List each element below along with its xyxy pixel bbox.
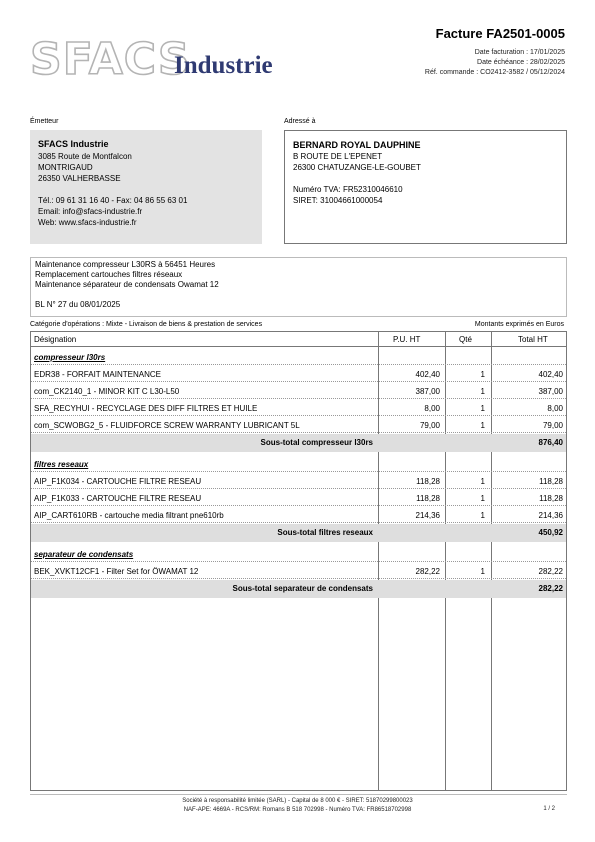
table-row xyxy=(31,417,566,433)
item-designation: AIP_CART610RB - cartouche media filtrant pne610rb xyxy=(34,511,224,520)
operation-category: Catégorie d'opérations : Mixte - Livraison de biens & prestation de services xyxy=(30,321,263,328)
delivery-note: BL N° 27 du 08/01/2025 xyxy=(35,300,121,309)
category-row xyxy=(31,546,566,562)
table-header xyxy=(31,332,566,347)
subtotal-row xyxy=(31,524,566,542)
invoice-table xyxy=(30,331,567,791)
item-unit-price: 79,00 xyxy=(419,421,440,430)
due-date: Date échéance : 28/02/2025 xyxy=(477,59,565,66)
item-quantity: 1 xyxy=(480,494,485,503)
table-row xyxy=(31,473,566,489)
subtotal-amount: 450,92 xyxy=(538,528,563,537)
category-title: separateur de condensats xyxy=(34,550,134,559)
table-row xyxy=(31,400,566,416)
item-total: 214,36 xyxy=(538,511,563,520)
subtotal-amount: 282,22 xyxy=(538,584,563,593)
item-quantity: 1 xyxy=(480,404,485,413)
category-row xyxy=(31,456,566,472)
recipient-address-2: 26300 CHATUZANGE-LE-GOUBET xyxy=(293,163,421,172)
sender-label: Émetteur xyxy=(30,118,59,125)
recipient-block xyxy=(284,130,567,244)
subtotal-label: Sous-total compresseur l30rs xyxy=(260,438,373,447)
item-unit-price: 402,40 xyxy=(415,370,440,379)
item-designation: AIP_F1K034 - CARTOUCHE FILTRE RESEAU xyxy=(34,477,202,486)
footer-divider xyxy=(30,794,567,795)
item-total: 118,28 xyxy=(539,494,563,503)
item-quantity: 1 xyxy=(480,387,485,396)
item-unit-price: 282,22 xyxy=(415,567,440,576)
currency-note: Montants exprimés en Euros xyxy=(474,321,564,328)
logo-mark: SFACS xyxy=(30,34,191,85)
invoice-date: Date facturation : 17/01/2025 xyxy=(474,49,565,56)
item-designation: com_SCWOBG2_5 - FLUIDFORCE SCREW WARRANTY LUBRICANT 5L xyxy=(34,421,300,430)
sender-address-2: MONTRIGAUD xyxy=(38,163,93,172)
sender-block xyxy=(30,130,262,244)
legal-line-1: Société à responsabilité limitée (SARL) - Capital de 8 000 € - SIRET: 51870299800023 xyxy=(182,798,413,804)
category-title: compresseur l30rs xyxy=(34,353,106,362)
sender-name: SFACS Industrie xyxy=(38,139,109,149)
item-designation: SFA_RECYHUI - RECYCLAGE DES DIFF FILTRES ET HUILE xyxy=(34,404,258,413)
item-total: 282,22 xyxy=(538,567,563,576)
subtotal-label: Sous-total filtres reseaux xyxy=(277,528,373,537)
description-line: Maintenance compresseur L30RS à 56451 Heures xyxy=(35,260,216,269)
item-unit-price: 118,28 xyxy=(416,494,440,503)
item-unit-price: 8,00 xyxy=(424,404,440,413)
recipient-tva: Numéro TVA: FR52310046610 xyxy=(293,185,403,194)
item-designation: com_CK2140_1 - MINOR KIT C L30-L50 xyxy=(34,387,180,396)
sender-web: Web: www.sfacs-industrie.fr xyxy=(38,218,137,227)
header-quantity: Qté xyxy=(459,335,472,344)
order-reference: Réf. commande : CO2412-3582 / 05/12/2024 xyxy=(424,69,565,76)
item-total: 79,00 xyxy=(542,421,563,430)
recipient-label: Adressé à xyxy=(284,118,316,125)
item-quantity: 1 xyxy=(480,567,485,576)
item-designation: AIP_F1K033 - CARTOUCHE FILTRE RESEAU xyxy=(34,494,202,503)
sender-address-3: 26350 VALHERBASSE xyxy=(38,174,121,183)
logo-wordmark: Industrie xyxy=(174,52,273,79)
item-total: 402,40 xyxy=(538,370,563,379)
description-line: Maintenance séparateur de condensats Owamat 12 xyxy=(35,280,219,289)
table-row xyxy=(31,366,566,382)
recipient-address-1: B ROUTE DE L'EPENET xyxy=(293,152,383,161)
item-designation: EDR38 - FORFAIT MAINTENANCE xyxy=(34,370,161,379)
item-total: 118,28 xyxy=(539,477,563,486)
header-designation: Désignation xyxy=(34,335,77,344)
header-unit-price: P.U. HT xyxy=(393,335,421,344)
item-total: 387,00 xyxy=(538,387,563,396)
description-block xyxy=(30,257,567,317)
table-row xyxy=(31,490,566,506)
item-unit-price: 118,28 xyxy=(416,477,440,486)
subtotal-row xyxy=(31,434,566,452)
invoice-title: Facture FA2501-0005 xyxy=(435,26,565,41)
item-unit-price: 387,00 xyxy=(415,387,440,396)
sender-email: Email: info@sfacs-industrie.fr xyxy=(38,207,143,216)
item-quantity: 1 xyxy=(480,370,485,379)
table-row xyxy=(31,563,566,579)
subtotal-row xyxy=(31,580,566,598)
recipient-siret: SIRET: 31004661000054 xyxy=(293,196,383,205)
sender-address-1: 3085 Route de Montfalcon xyxy=(38,152,132,161)
item-quantity: 1 xyxy=(480,511,485,520)
invoice-meta xyxy=(425,48,565,78)
subtotal-amount: 876,40 xyxy=(538,438,563,447)
category-line xyxy=(30,321,567,328)
company-logo xyxy=(30,34,290,86)
page-number: 1 / 2 xyxy=(543,806,555,812)
category-title: filtres reseaux xyxy=(34,460,89,469)
table-row xyxy=(31,507,566,523)
sender-phone: Tél.: 09 61 31 16 40 - Fax: 04 86 55 63 01 xyxy=(38,196,188,205)
subtotal-label: Sous-total separateur de condensats xyxy=(232,584,373,593)
item-unit-price: 214,36 xyxy=(415,511,440,520)
header-total: Total HT xyxy=(518,335,548,344)
category-row xyxy=(31,349,566,365)
item-total: 8,00 xyxy=(547,404,563,413)
item-quantity: 1 xyxy=(480,421,485,430)
table-row xyxy=(31,383,566,399)
footer xyxy=(0,797,595,815)
recipient-name: BERNARD ROYAL DAUPHINE xyxy=(293,140,421,150)
description-line: Remplacement cartouches filtres réseaux xyxy=(35,270,183,279)
legal-line-2: NAF-APE: 4669A - RCS/RM: Romans B 518 702998 - Numéro TVA: FR86518702998 xyxy=(183,807,412,813)
item-quantity: 1 xyxy=(480,477,485,486)
item-designation: BEK_XVKT12CF1 - Filter Set for ÖWAMAT 12 xyxy=(34,567,199,576)
